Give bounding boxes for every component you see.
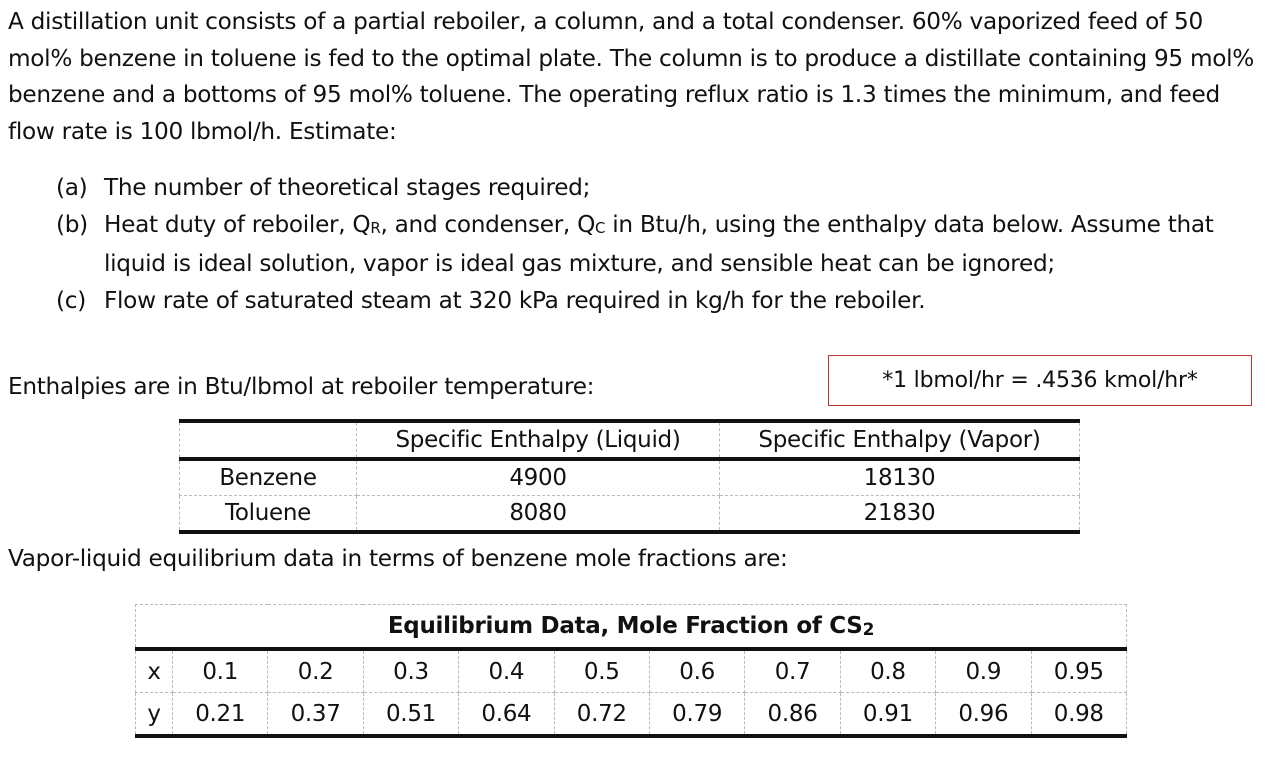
row-label: y — [136, 693, 173, 737]
equilibrium-table-title — [136, 605, 1127, 650]
task-text: The number of theoretical stages required; — [104, 174, 591, 201]
table-cell: 4900 — [357, 459, 720, 496]
task-text-part: Heat duty of reboiler, Q — [104, 210, 371, 238]
table-title-row — [136, 605, 1127, 650]
table-cell: 0.51 — [363, 693, 458, 737]
table-row — [180, 459, 1080, 496]
table-cell: 0.79 — [649, 693, 744, 737]
table-row — [136, 693, 1127, 737]
subscript-c: C — [595, 218, 606, 237]
task-item-a — [56, 170, 1246, 207]
subscript-r: R — [370, 218, 381, 237]
table-cell: 0.72 — [554, 693, 649, 737]
task-list — [56, 170, 1246, 319]
vle-caption: Vapor-liquid equilibrium data in terms of benzene mole fractions are: — [8, 545, 788, 572]
table-row — [136, 649, 1127, 693]
task-text: Flow rate of saturated steam at 320 kPa required in kg/h for the reboiler. — [104, 286, 926, 314]
table-row — [180, 496, 1080, 533]
table-cell: 0.9 — [936, 649, 1031, 693]
table-cell: 0.86 — [745, 693, 840, 737]
unit-conversion-note: *1 lbmol/hr = .4536 kmol/hr* — [828, 355, 1252, 406]
table-title-subscript: 2 — [862, 619, 875, 640]
table-cell: 0.98 — [1031, 693, 1126, 737]
table-cell: 0.7 — [745, 649, 840, 693]
task-text-part: , and condenser, Q — [380, 210, 596, 238]
column-header: Specific Enthalpy (Liquid) — [357, 421, 720, 459]
enthalpy-caption: Enthalpies are in Btu/lbmol at reboiler temperature: — [8, 373, 595, 400]
table-cell: 0.4 — [459, 649, 554, 693]
task-item-c — [56, 283, 1246, 320]
problem-intro: A distillation unit consists of a partial reboiler, a column, and a total condenser. 60% vaporized feed of 50 mol% benzene in toluene is fed to the optimal plate. The column is to produce a distillate containing 95 mol% benzene and a bottoms of 95 mol% toluene. The operating reflux ratio is 1.3 times the minimum, and feed flow rate is 100 lbmol/h. Estimate: — [8, 8, 1254, 145]
table-cell: Toluene — [180, 496, 357, 533]
row-label: x — [136, 649, 173, 693]
task-label: (c) — [56, 286, 86, 314]
task-item-b — [56, 207, 1246, 283]
task-label: (b) — [56, 210, 88, 238]
table-cell: 0.91 — [840, 693, 935, 737]
table-cell: 0.37 — [268, 693, 363, 737]
table-cell: 0.21 — [173, 693, 268, 737]
task-label: (a) — [56, 174, 88, 201]
column-header — [180, 421, 357, 459]
column-header: Specific Enthalpy (Vapor) — [720, 421, 1080, 459]
table-cell: 0.8 — [840, 649, 935, 693]
table-cell: 8080 — [357, 496, 720, 533]
table-cell: 0.64 — [459, 693, 554, 737]
table-cell: 0.6 — [649, 649, 744, 693]
task-text-part: in Btu/h, using the enthalpy data below. Assume that liquid is ideal solution, vapor is ideal gas mixture, and sensible heat can be ignored; — [104, 210, 1214, 277]
table-cell: Benzene — [180, 459, 357, 496]
table-cell: 0.96 — [936, 693, 1031, 737]
task-text — [104, 207, 1246, 283]
table-title-text: Equilibrium Data, Mole Fraction of CS — [387, 612, 863, 639]
table-cell: 0.1 — [173, 649, 268, 693]
table-cell: 18130 — [720, 459, 1080, 496]
table-cell: 0.5 — [554, 649, 649, 693]
table-cell: 21830 — [720, 496, 1080, 533]
equilibrium-table — [135, 604, 1127, 738]
table-cell: 0.3 — [363, 649, 458, 693]
table-cell: 0.95 — [1031, 649, 1126, 693]
table-cell: 0.2 — [268, 649, 363, 693]
enthalpy-table — [179, 419, 1080, 534]
table-header-row — [180, 421, 1080, 459]
